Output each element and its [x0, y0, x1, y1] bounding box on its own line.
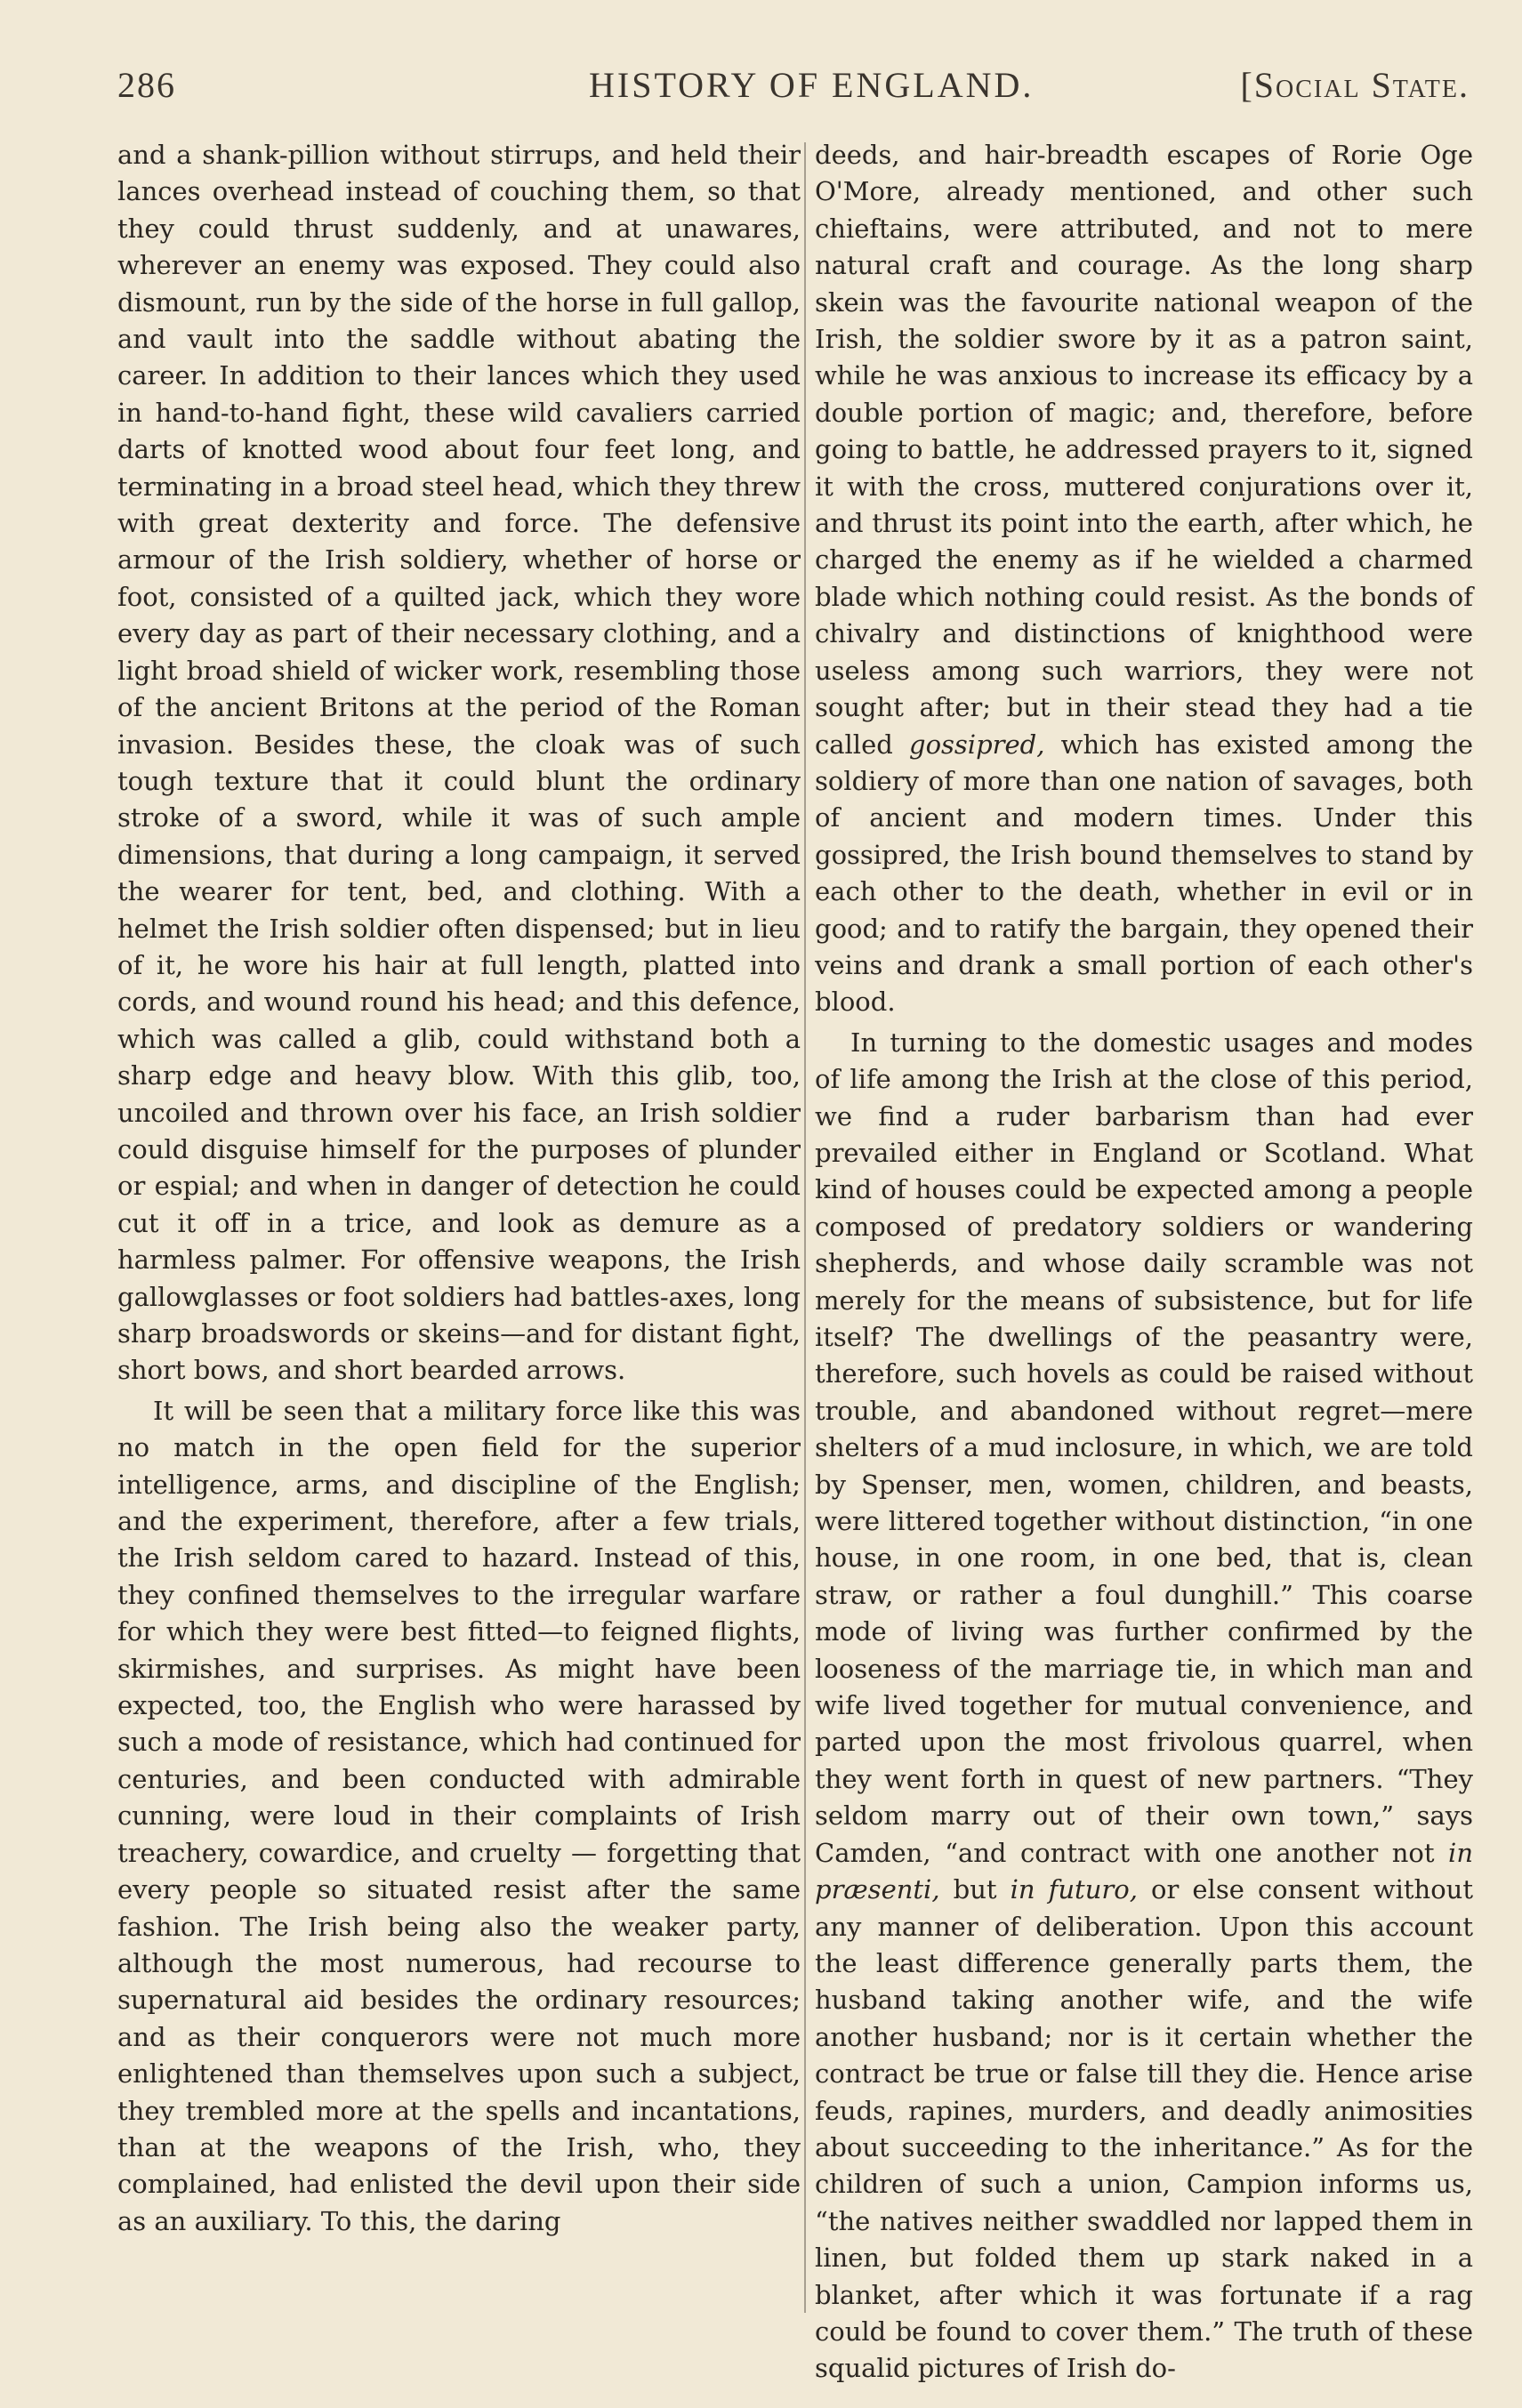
term-in-praesenti: in præsenti, — [815, 1837, 1473, 1905]
left-column — [117, 137, 801, 2240]
running-title: HISTORY OF ENGLAND. — [589, 65, 1035, 105]
page-header — [117, 64, 1470, 117]
right-paragraph-2-text-a: In turning to the domestic usages and modes of life among the Irish at the close of this period, we find a ruder barbarism than had ever prevailed either in England or Scotland. What kind of houses could be expected among a people composed of predatory soldiers or wandering shepherds, and whose daily scramble was not merely for the means of subsistence, but for life itself? The dwellings of the peasantry were, therefore, such hovels as could be raised without trouble, and abandoned without regret—mere shelters of a mud inclosure, in which, we are told by Spenser, men, women, children, and beasts, were littered together without distinction, “in one house, in one room, in one bed, that is, clean straw, or rather a foul dunghill.” This coarse mode of living was further confirmed by the looseness of the marriage tie, in which man and wife lived together for mutual convenience, and parted upon the most frivolous quarrel, when they went forth in quest of new partners. “They seldom marry out of their own town,” says Camden, “and contract with one another not — [815, 1027, 1473, 1868]
right-paragraph-2-text-b: but — [939, 1874, 1011, 1905]
right-paragraph-1-text-a: deeds, and hair-breadth escapes of Rorie Oge O'More, already mentioned, and other such chieftains, were attributed, and not to mere natural craft and courage. As the long sharp skein was the favourite national weapon of the Irish, the soldier swore by it as a patron saint, while he was anxious to increase its efficacy by a double portion of magic; and, therefore, before going to battle, he addressed prayers to it, signed it with the cross, muttered conjurations over it, and thrust its point into the earth, after which, he charged the enemy as if he wielded a charmed blade which nothing could resist. As the bonds of chivalry and distinctions of knighthood were useless among such warriors, they were not sought after; but in their stead they had a tie called — [815, 140, 1473, 760]
right-paragraph-2-text-c: or else consent without any manner of deliberation. Upon this account the least difference generally parts them, the husband taking another wife, and the wife another husband; nor is it certain whether the contract be true or false till they die. Hence arise feuds, rapines, murders, and deadly animosities about succeeding to the inheritance.” As for the children of such a union, Campion informs us, “the natives neither swaddled nor lapped them in linen, but folded them up stark naked in a blanket, after which it was fortunate if a rag could be found to cover them.” The truth of these squalid pictures of Irish do- — [815, 1874, 1473, 2384]
column-divider — [804, 142, 806, 2313]
page-number: 286 — [117, 65, 176, 105]
term-in-futuro: in futuro, — [1010, 1874, 1138, 1905]
section-tag: [Social State. — [1240, 65, 1470, 105]
right-paragraph-2 — [815, 1025, 1473, 2388]
left-paragraph-2: It will be seen that a military force like this was no match in the open field for the superior intelligence, arms, and discipline of the English; and the experiment, therefore, after a few trials, the Irish seldom cared to hazard. Instead of this, they confined themselves to the irregular warfare for which they were best fitted—to feigned flights, skirmishes, and surprises. As might have been expected, too, the English who were harassed by such a mode of resistance, which had continued for centuries, and been conducted with admirable cunning, were loud in their complaints of Irish treachery, cowardice, and cruelty — forgetting that every people so situated resist after the same fashion. The Irish being also the weaker party, although the most numerous, had recourse to supernatural aid besides the ordinary resources; and as their conquerors were not much more enlightened than themselves upon such a subject, they trembled more at the spells and incantations, than at the weapons of the Irish, who, they complained, had enlisted the devil upon their side as an auxiliary. To this, the daring — [117, 1395, 801, 2236]
left-paragraph-1: and a shank-pillion without stirrups, and held their lances overhead instead of couching them, so that they could thrust suddenly, and at unawares, wherever an enemy was exposed. They could also dismount, run by the side of the horse in full gallop, and vault into the saddle without abating the career. In addition to their lances which they used in hand-to-hand fight, these wild cavaliers carried darts of knotted wood about four feet long, and terminating in a broad steel head, which they threw with great dexterity and force. The defensive armour of the Irish soldiery, whether of horse or foot, consisted of a quilted jack, which they wore every day as part of their necessary clothing, and a light broad shield of wicker work, resembling those of the ancient Britons at the period of the Roman invasion. Besides these, the cloak was of such tough texture that it could blunt the ordinary stroke of a sword, while it was of such ample dimensions, that during a long campaign, it served the wearer for tent, bed, and clothing. With a helmet the Irish soldier often dispensed; but in lieu of it, he wore his hair at full length, platted into cords, and wound round his head; and this defence, which was called a glib, could withstand both a sharp edge and heavy blow. With this glib, too, uncoiled and thrown over his face, an Irish soldier could disguise himself for the purposes of plunder or espial; and when in danger of detection he could cut it off in a trice, and look as demure as a harmless palmer. For offensive weapons, the Irish gallowglasses or foot soldiers had battles-axes, long sharp broadswords or skeins—and for distant fight, short bows, and short bearded arrows. — [117, 140, 801, 1386]
right-paragraph-1 — [815, 137, 1473, 1021]
right-paragraph-1-text-b: which has existed among the soldiery of more than one nation of savages, both of ancient and modern times. Under this gossipred, the Irish bound themselves to stand by each other to the death, whether in evil or in good; and to ratify the bargain, they opened their veins and drank a small portion of each other's blood. — [815, 729, 1474, 1018]
right-column — [815, 137, 1473, 2388]
term-gossipred: gossipred, — [909, 729, 1045, 760]
